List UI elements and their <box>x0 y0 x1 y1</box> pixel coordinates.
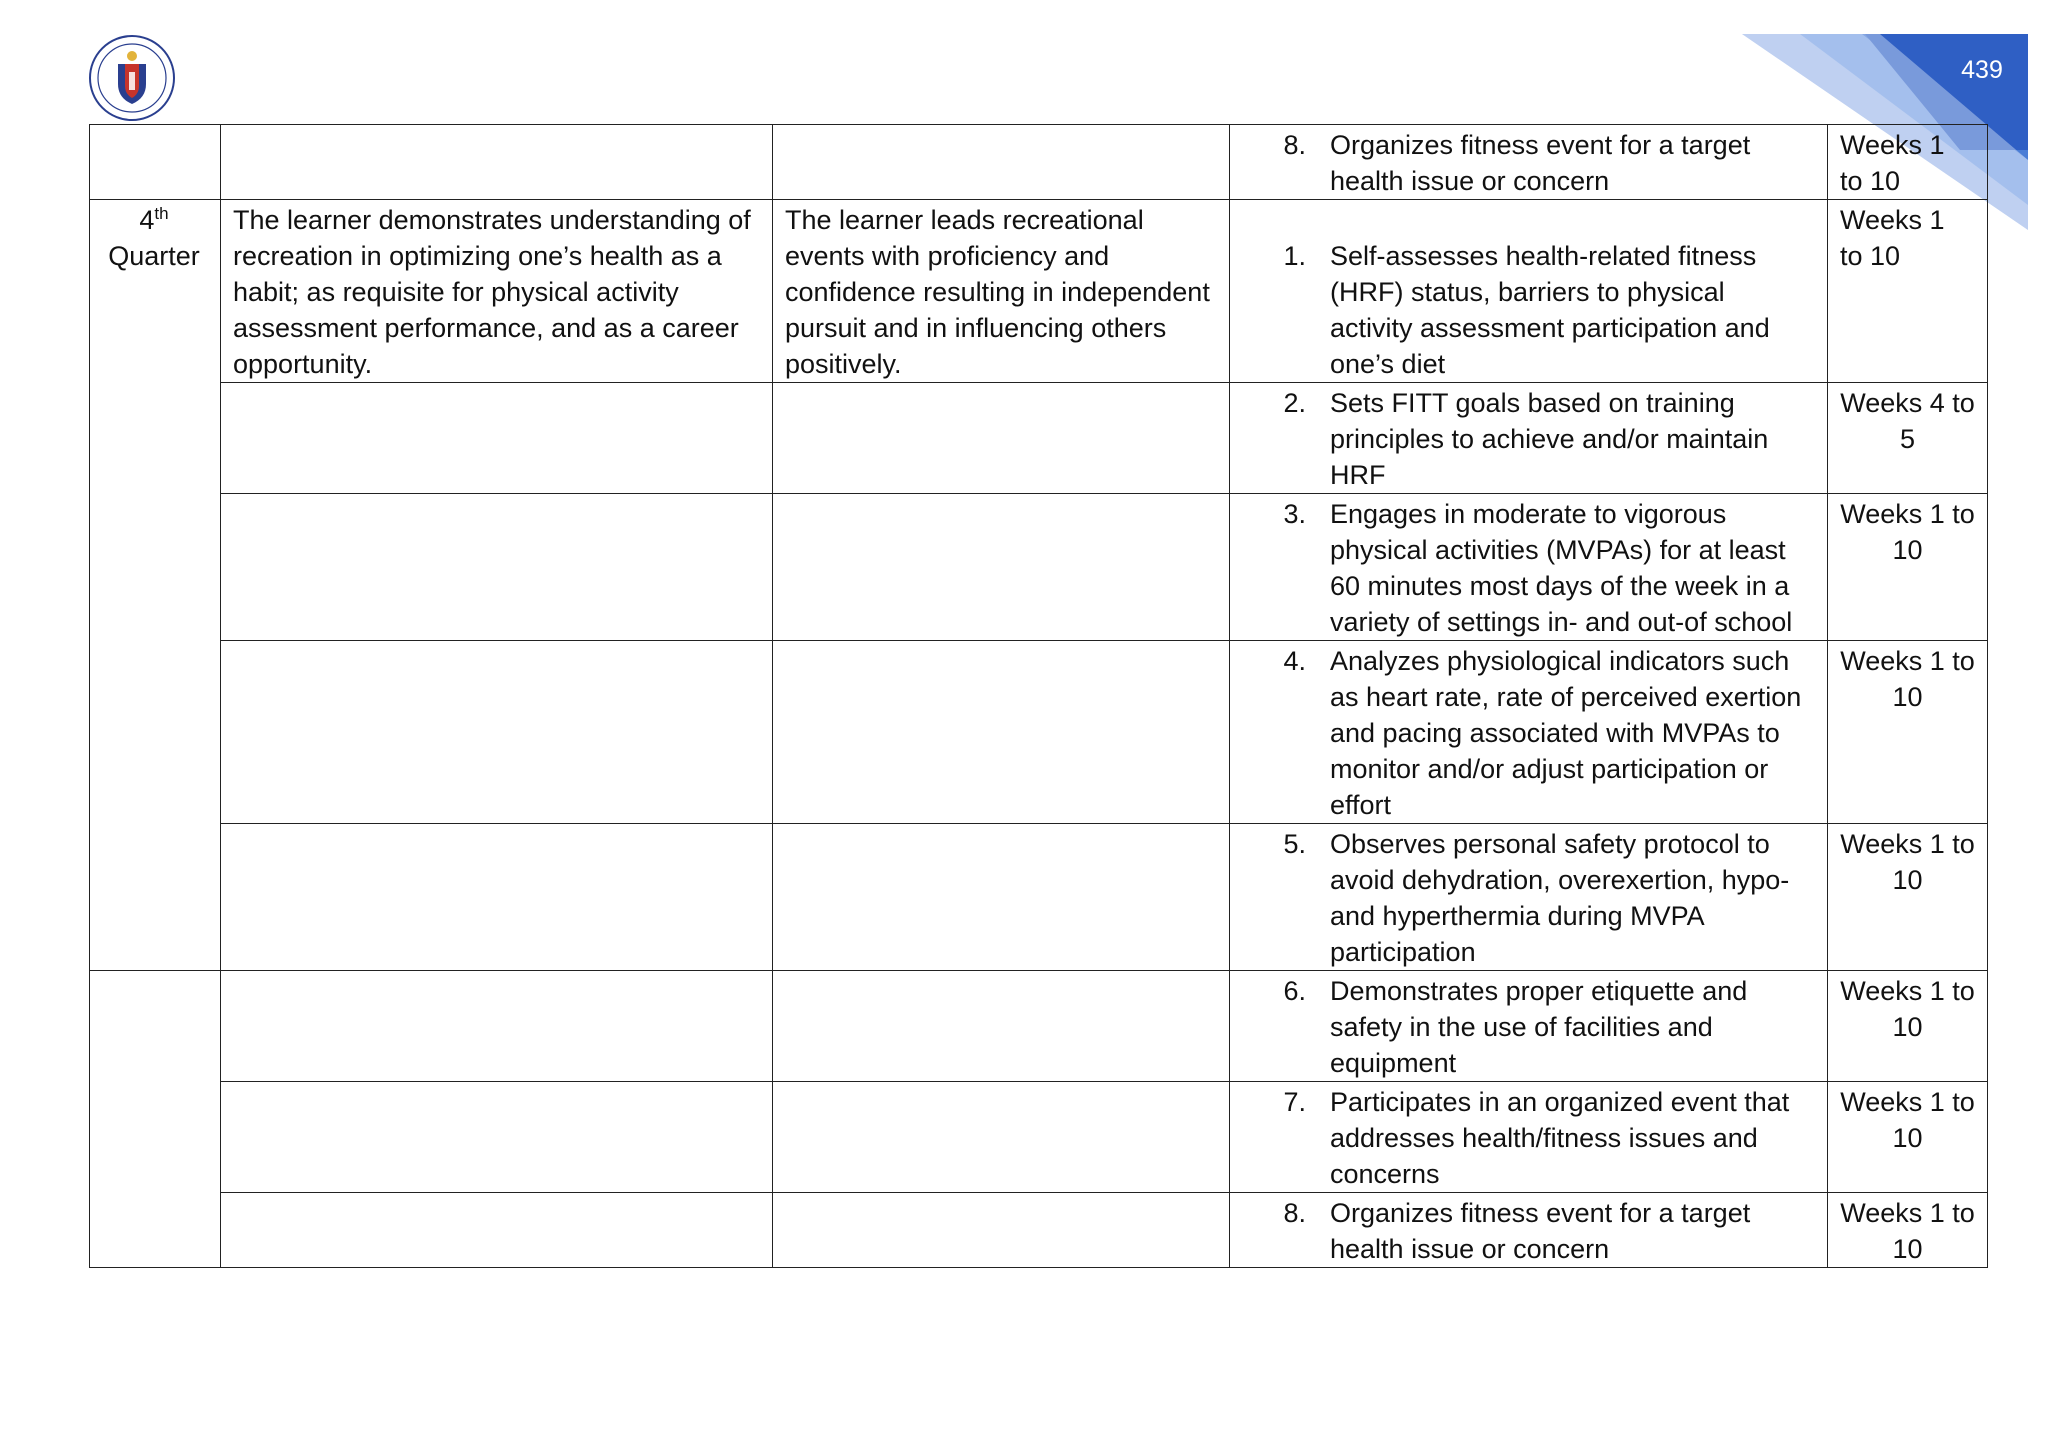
competency-cell <box>1230 125 1828 200</box>
competency-text: Organizes fitness event for a target health issue or concern <box>1330 130 1751 196</box>
table-row <box>90 200 1988 383</box>
table-row <box>90 641 1988 824</box>
weeks-cell: Weeks 1 to 10 <box>1828 641 1988 824</box>
table-row <box>90 494 1988 641</box>
curriculum-table <box>89 124 1988 1268</box>
performance-standard-cell-empty <box>773 383 1230 494</box>
table-row <box>90 971 1988 1082</box>
competency-number: 4. <box>1283 646 1306 676</box>
weeks-cell: Weeks 1 to 10 <box>1828 971 1988 1082</box>
content-standard-cell-empty <box>221 1193 773 1268</box>
competency-cell <box>1230 383 1828 494</box>
quarter-cell-empty <box>90 971 221 1268</box>
competency-text: Demonstrates proper etiquette and safety in the use of facilities and equipment <box>1330 976 1748 1078</box>
competency-cell <box>1230 824 1828 971</box>
competency-number: 7. <box>1283 1087 1306 1117</box>
weeks-cell: Weeks 1 to 10 <box>1828 200 1988 383</box>
quarter-ordinal-suffix: th <box>154 204 169 223</box>
competency-text: Organizes fitness event for a target health issue or concern <box>1330 1198 1751 1264</box>
quarter-cell-empty <box>90 125 221 200</box>
competency-cell <box>1230 494 1828 641</box>
weeks-cell: Weeks 1 to 10 <box>1828 494 1988 641</box>
performance-standard-cell-empty <box>773 824 1230 971</box>
quarter-cell <box>90 200 221 971</box>
performance-standard-cell: The learner leads recreational events with proficiency and confidence resulting in independent pursuit and in influencing others positively. <box>773 200 1230 383</box>
performance-standard-cell-empty <box>773 494 1230 641</box>
competency-text: Self-assesses health-related fitness (HRF) status, barriers to physical activity assessment participation and one’s diet <box>1330 241 1770 379</box>
competency-text: Analyzes physiological indicators such as heart rate, rate of perceived exertion and pacing associated with MVPAs to monitor and/or adjust participation or effort <box>1330 646 1802 820</box>
content-standard-cell-empty <box>221 383 773 494</box>
content-standard-cell: The learner demonstrates understanding of recreation in optimizing one’s health as a habit; as requisite for physical activity assessment performance, and as a career opportunity. <box>221 200 773 383</box>
competency-number: 2. <box>1283 388 1306 418</box>
competency-text: Participates in an organized event that addresses health/fitness issues and concerns <box>1330 1087 1790 1189</box>
competency-text: Sets FITT goals based on training principles to achieve and/or maintain HRF <box>1330 388 1769 490</box>
weeks-cell: Weeks 1 to 10 <box>1828 824 1988 971</box>
competency-number: 8. <box>1283 1198 1306 1228</box>
table-row <box>90 824 1988 971</box>
content-standard-cell-empty <box>221 1082 773 1193</box>
deped-seal-icon <box>88 34 176 122</box>
content-standard-cell-empty <box>221 824 773 971</box>
content-standard-cell-empty <box>221 971 773 1082</box>
competency-text: Engages in moderate to vigorous physical activities (MVPAs) for at least 60 minutes most days of the week in a variety of settings in- and out-of school <box>1330 499 1793 637</box>
weeks-cell: Weeks 4 to 5 <box>1828 383 1988 494</box>
competency-cell <box>1230 1193 1828 1268</box>
performance-standard-cell-empty <box>773 1193 1230 1268</box>
performance-standard-cell-empty <box>773 1082 1230 1193</box>
competency-number: 6. <box>1283 976 1306 1006</box>
weeks-cell: Weeks 1 to 10 <box>1828 1082 1988 1193</box>
quarter-ordinal: 4 <box>139 205 155 235</box>
table-row <box>90 1193 1988 1268</box>
competency-number: 3. <box>1283 499 1306 529</box>
performance-standard-cell-empty <box>773 641 1230 824</box>
table-row <box>90 125 1988 200</box>
weeks-cell: Weeks 1 to 10 <box>1828 1193 1988 1268</box>
page-number: 439 <box>1961 56 2003 84</box>
content-standard-cell-empty <box>221 125 773 200</box>
competency-text: Observes personal safety protocol to avoid dehydration, overexertion, hypo- and hyperthermia during MVPA participation <box>1330 829 1790 967</box>
competency-cell <box>1230 1082 1828 1193</box>
competency-cell <box>1230 971 1828 1082</box>
content-standard-cell-empty <box>221 641 773 824</box>
performance-standard-cell-empty <box>773 125 1230 200</box>
competency-number: 5. <box>1283 829 1306 859</box>
competency-number: 8. <box>1283 130 1306 160</box>
weeks-cell: Weeks 1 to 10 <box>1828 125 1988 200</box>
performance-standard-cell-empty <box>773 971 1230 1082</box>
quarter-label: Quarter <box>108 241 200 271</box>
table-row <box>90 383 1988 494</box>
competency-cell <box>1230 200 1828 383</box>
competency-number: 1. <box>1283 241 1306 271</box>
table-row <box>90 1082 1988 1193</box>
content-standard-cell-empty <box>221 494 773 641</box>
competency-cell <box>1230 641 1828 824</box>
